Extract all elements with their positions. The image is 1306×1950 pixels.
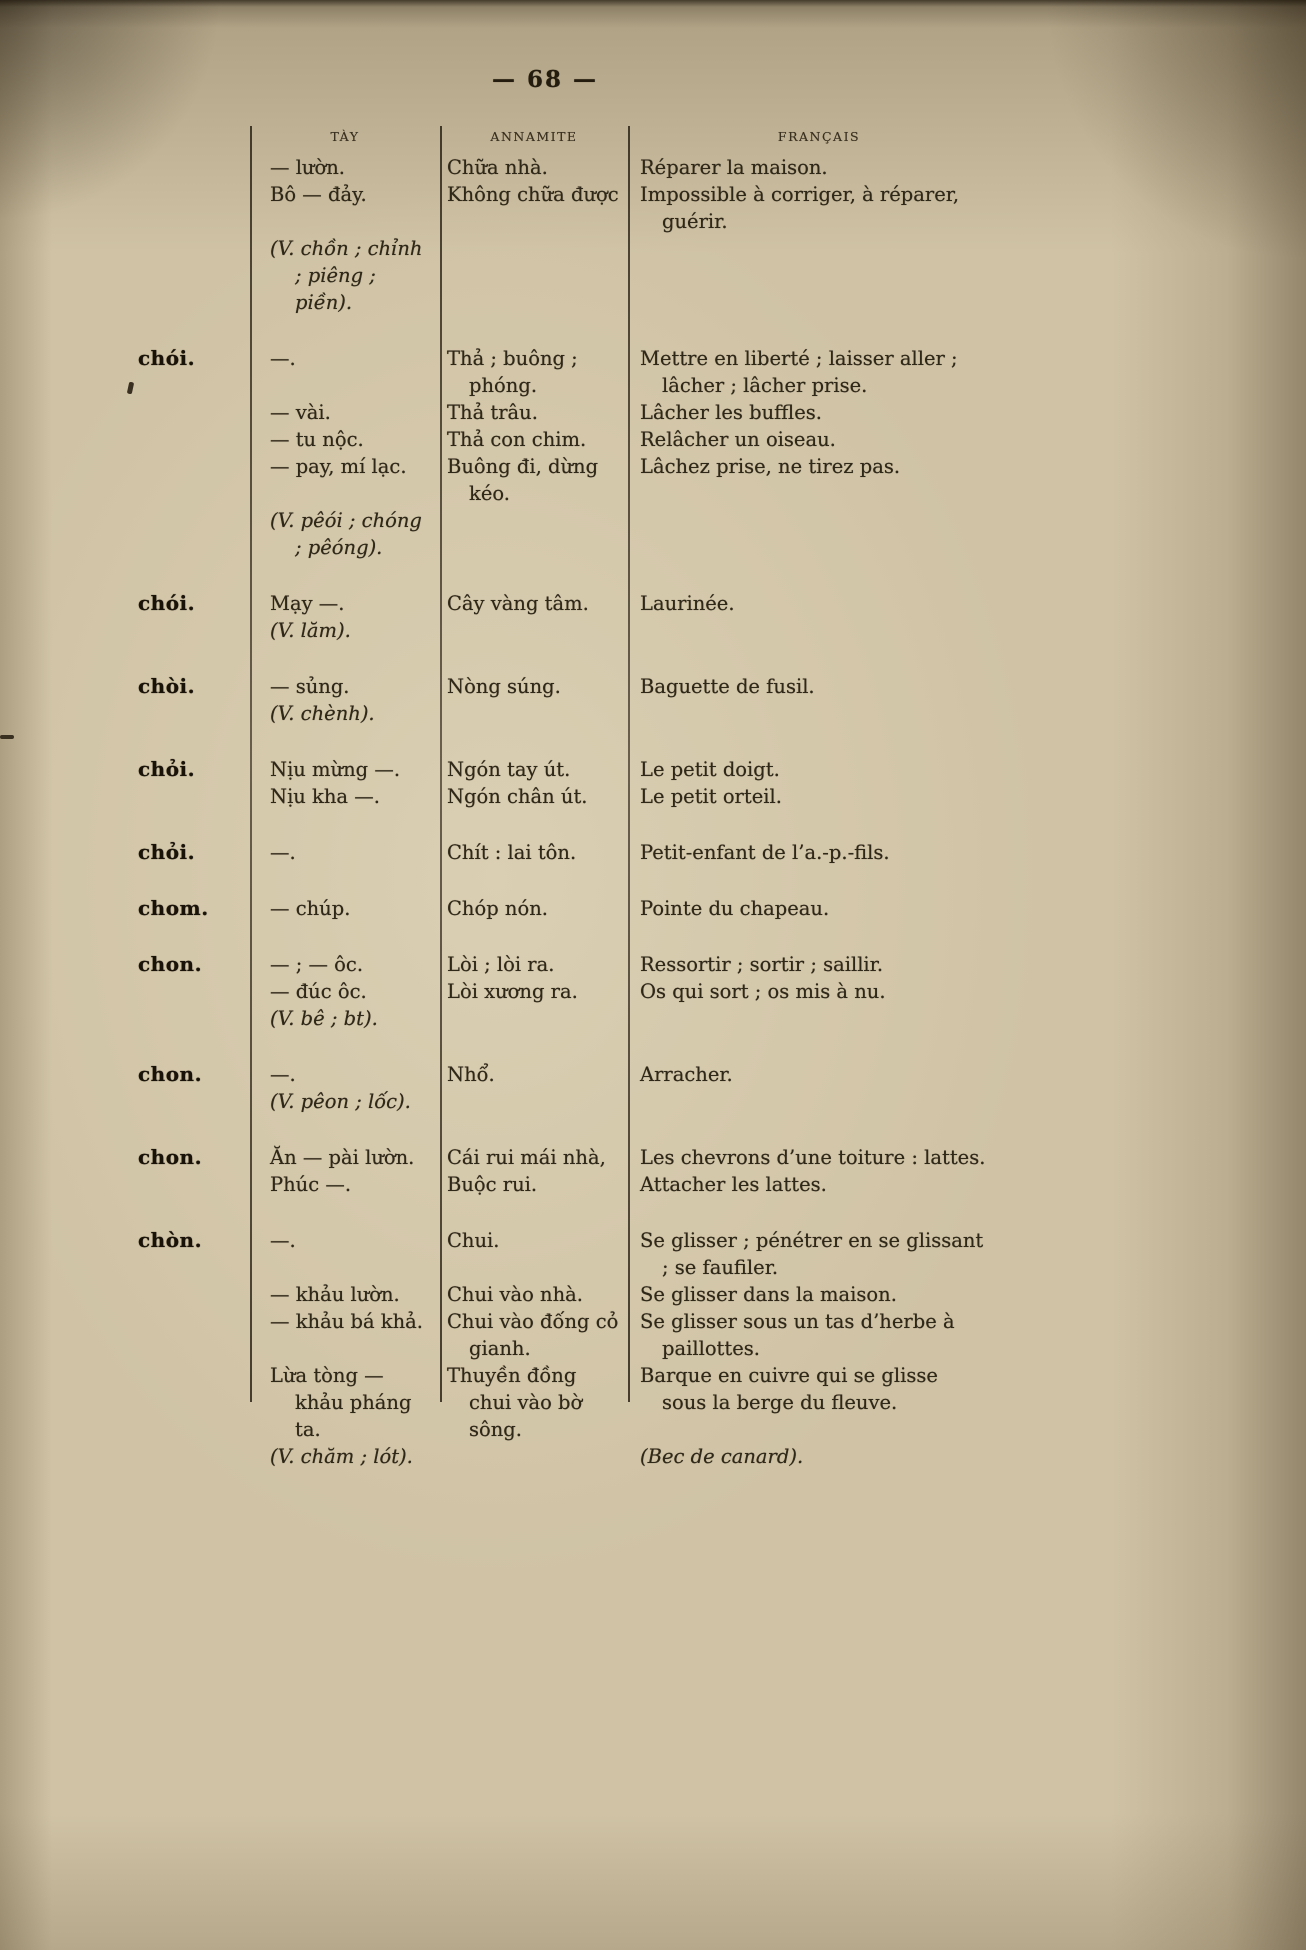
headword-cell (0, 700, 250, 727)
francais-cell: Attacher les lattes. (640, 1173, 827, 1196)
dictionary-entry (0, 154, 1010, 316)
entry-row (0, 1005, 1010, 1032)
tay-cell: — đúc ôc. (270, 980, 367, 1003)
tay-cell: — lườn. (270, 156, 345, 179)
francais-cell: Se glisser ; pénétrer en se glissant ; se faufiler. (640, 1229, 984, 1279)
headword: chỏi. (138, 840, 196, 864)
headword: chon. (138, 1062, 203, 1086)
entry-row (0, 1362, 1010, 1443)
entry-row (0, 1443, 1010, 1470)
francais-cell (628, 1005, 1010, 1032)
annamite-cell: Chui. (447, 1229, 500, 1252)
tay-cell: Phúc —. (270, 1173, 352, 1196)
dictionary-table (0, 126, 1010, 1470)
annamite-cell: Buộc rui. (447, 1173, 538, 1196)
tay-cell: Nịu kha —. (270, 785, 380, 808)
column-header-tay: TÀY (330, 129, 360, 144)
francais-cell: Barque en cuivre qui se glisse sous la berge du fleuve. (640, 1364, 938, 1414)
annamite-cell: Ngón chân út. (447, 785, 588, 808)
francais-cell: Baguette de fusil. (640, 675, 815, 698)
dictionary-entry (0, 756, 1010, 810)
tay-cell: —. (270, 1229, 296, 1252)
entry-row (0, 617, 1010, 644)
headword-cell (0, 1061, 250, 1088)
annamite-cell: Buông đi, dừng kéo. (447, 455, 599, 505)
column-header-annamite: ANNAMITE (490, 129, 578, 144)
headword-cell (0, 345, 250, 399)
francais-cell: Arracher. (640, 1063, 733, 1086)
headword-cell (0, 617, 250, 644)
entry-row (0, 978, 1010, 1005)
headword-cell (0, 1088, 250, 1115)
entry-row (0, 1171, 1010, 1198)
francais-cell (628, 507, 1010, 561)
tay-cell: — pay, mí lạc. (270, 455, 407, 478)
annamite-cell (440, 235, 628, 316)
tay-cell: Nịu mừng —. (270, 758, 401, 781)
headword-cell (0, 1171, 250, 1198)
annamite-cell (440, 1088, 628, 1115)
headword: chon. (138, 1145, 203, 1169)
scan-artifact-mark (0, 735, 14, 739)
annamite-cell: Thả trâu. (447, 401, 538, 424)
headword-cell (0, 453, 250, 507)
tay-cell: Mạy —. (270, 592, 345, 615)
headword-cell (0, 154, 250, 181)
entry-row (0, 1227, 1010, 1281)
entry-row (0, 345, 1010, 399)
annamite-cell: Thuyền đồng chui vào bờ sông. (447, 1364, 583, 1441)
entry-row (0, 951, 1010, 978)
francais-cell: Ressortir ; sortir ; saillir. (640, 953, 884, 976)
francais-cell: Le petit doigt. (640, 758, 780, 781)
headword-cell (0, 1308, 250, 1362)
headword-cell (0, 783, 250, 810)
francais-cell: Os qui sort ; os mis à nu. (640, 980, 886, 1003)
annamite-cell: Cái rui mái nhà, (447, 1146, 606, 1169)
annamite-cell: Ngón tay út. (447, 758, 571, 781)
dictionary-entry (0, 345, 1010, 561)
entry-row (0, 181, 1010, 235)
headword-cell (0, 1005, 250, 1032)
annamite-cell: Thả con chim. (447, 428, 587, 451)
francais-cell (628, 700, 1010, 727)
entry-row (0, 507, 1010, 561)
column-header-spacer (0, 126, 250, 152)
francais-cell: Petit-enfant de l’a.-p.-fils. (640, 841, 890, 864)
tay-cell: (V. chồn ; chỉnh ; piêng ; piền). (270, 237, 423, 314)
entry-row (0, 673, 1010, 700)
entry-row (0, 1061, 1010, 1088)
tay-cell: — chúp. (270, 897, 351, 920)
francais-cell: Se glisser dans la maison. (640, 1283, 897, 1306)
entry-row (0, 590, 1010, 617)
annamite-cell (440, 700, 628, 727)
annamite-cell: Chóp nón. (447, 897, 548, 920)
dictionary-entry (0, 951, 1010, 1032)
annamite-cell: Cây vàng tâm. (447, 592, 589, 615)
tay-cell: (V. chènh). (270, 702, 375, 725)
headword-cell (0, 426, 250, 453)
francais-cell (628, 617, 1010, 644)
annamite-cell: Chữa nhà. (447, 156, 548, 179)
tay-cell: (V. pêói ; chóng ; pêóng). (270, 509, 422, 559)
francais-cell: Lâchez prise, ne tirez pas. (640, 455, 901, 478)
tay-cell: —. (270, 841, 296, 864)
headword-cell (0, 673, 250, 700)
entry-row (0, 453, 1010, 507)
tay-cell: — tu nộc. (270, 428, 364, 451)
dictionary-entry (0, 1061, 1010, 1115)
headword-cell (0, 839, 250, 866)
headword-cell (0, 590, 250, 617)
table-header-row (0, 126, 1010, 152)
francais-cell: Pointe du chapeau. (640, 897, 830, 920)
tay-cell: —. (270, 347, 296, 370)
dictionary-entry (0, 590, 1010, 644)
tay-cell: (V. lăm). (270, 619, 351, 642)
annamite-cell: Chui vào nhà. (447, 1283, 583, 1306)
entry-row (0, 399, 1010, 426)
annamite-cell: Lòi ; lòi ra. (447, 953, 555, 976)
entry-row (0, 839, 1010, 866)
headword-cell (0, 978, 250, 1005)
headword: chòn. (138, 1228, 203, 1252)
headword-cell (0, 951, 250, 978)
entry-row (0, 235, 1010, 316)
headword-cell (0, 399, 250, 426)
tay-cell: (V. pêon ; lốc). (270, 1090, 411, 1113)
tay-cell: — khảu lườn. (270, 1283, 400, 1306)
entry-row (0, 756, 1010, 783)
headword-cell (0, 1227, 250, 1281)
entry-row (0, 426, 1010, 453)
headword-cell (0, 1362, 250, 1443)
headword-cell (0, 1443, 250, 1470)
entry-row (0, 783, 1010, 810)
tay-cell: —. (270, 1063, 296, 1086)
tay-cell: — ; — ôc. (270, 953, 364, 976)
francais-cell: Se glisser sous un tas d’herbe à paillottes. (640, 1310, 955, 1360)
tay-cell: (V. chăm ; lót). (270, 1445, 413, 1468)
francais-cell (628, 235, 1010, 316)
francais-cell: Les chevrons d’une toiture : lattes. (640, 1146, 986, 1169)
annamite-cell: Nòng súng. (447, 675, 561, 698)
headword-cell (0, 235, 250, 316)
annamite-cell: Thả ; buông ; phóng. (447, 347, 578, 397)
headword: chỏi. (138, 757, 196, 781)
tay-cell: (V. bê ; bt). (270, 1007, 378, 1030)
francais-cell (628, 1088, 1010, 1115)
headword: chom. (138, 896, 209, 920)
annamite-cell: Chít : lai tôn. (447, 841, 577, 864)
headword-cell (0, 1144, 250, 1171)
annamite-cell (440, 507, 628, 561)
francais-cell: Impossible à corriger, à réparer, guérir. (640, 183, 960, 233)
annamite-cell: Không chữa được (447, 183, 619, 206)
headword: chon. (138, 952, 203, 976)
annamite-cell: Nhổ. (447, 1063, 495, 1086)
headword-cell (0, 895, 250, 922)
headword-cell (0, 507, 250, 561)
dictionary-entry (0, 673, 1010, 727)
dictionary-entry (0, 839, 1010, 866)
tay-cell: — khảu bá khả. (270, 1310, 423, 1333)
dictionary-entries (0, 154, 1010, 1470)
francais-cell: Lâcher les buffles. (640, 401, 822, 424)
headword-cell (0, 756, 250, 783)
tay-cell: Lừa tòng — khảu pháng ta. (270, 1364, 412, 1441)
annamite-cell (440, 1005, 628, 1032)
tay-cell: — vài. (270, 401, 331, 424)
annamite-cell: Chui vào đống cỏ gianh. (447, 1310, 619, 1360)
tay-cell: Bô — đảy. (270, 183, 367, 206)
entry-row (0, 700, 1010, 727)
entry-row (0, 154, 1010, 181)
entry-row (0, 1088, 1010, 1115)
francais-cell: Réparer la maison. (640, 156, 828, 179)
francais-cell: Mettre en liberté ; laisser aller ; lâcher ; lâcher prise. (640, 347, 958, 397)
column-header-francais: FRANÇAIS (777, 129, 861, 144)
entry-row (0, 1308, 1010, 1362)
annamite-cell: Lòi xương ra. (447, 980, 578, 1003)
entry-row (0, 1281, 1010, 1308)
headword: chói. (138, 346, 196, 370)
headword: chòi. (138, 674, 196, 698)
francais-cell: Laurinée. (640, 592, 735, 615)
francais-cell: (Bec de canard). (640, 1445, 804, 1468)
headword: chói. (138, 591, 196, 615)
annamite-cell (440, 1443, 628, 1470)
dictionary-entry (0, 1144, 1010, 1198)
page-number: — 68 — (491, 66, 599, 93)
headword-cell (0, 181, 250, 235)
entry-row (0, 1144, 1010, 1171)
headword-cell (0, 1281, 250, 1308)
francais-cell: Le petit orteil. (640, 785, 782, 808)
francais-cell: Relâcher un oiseau. (640, 428, 836, 451)
annamite-cell (440, 617, 628, 644)
dictionary-entry (0, 1227, 1010, 1470)
tay-cell: Ăn — pài lườn. (270, 1146, 415, 1169)
dictionary-entry (0, 895, 1010, 922)
tay-cell: — sủng. (270, 675, 350, 698)
entry-row (0, 895, 1010, 922)
